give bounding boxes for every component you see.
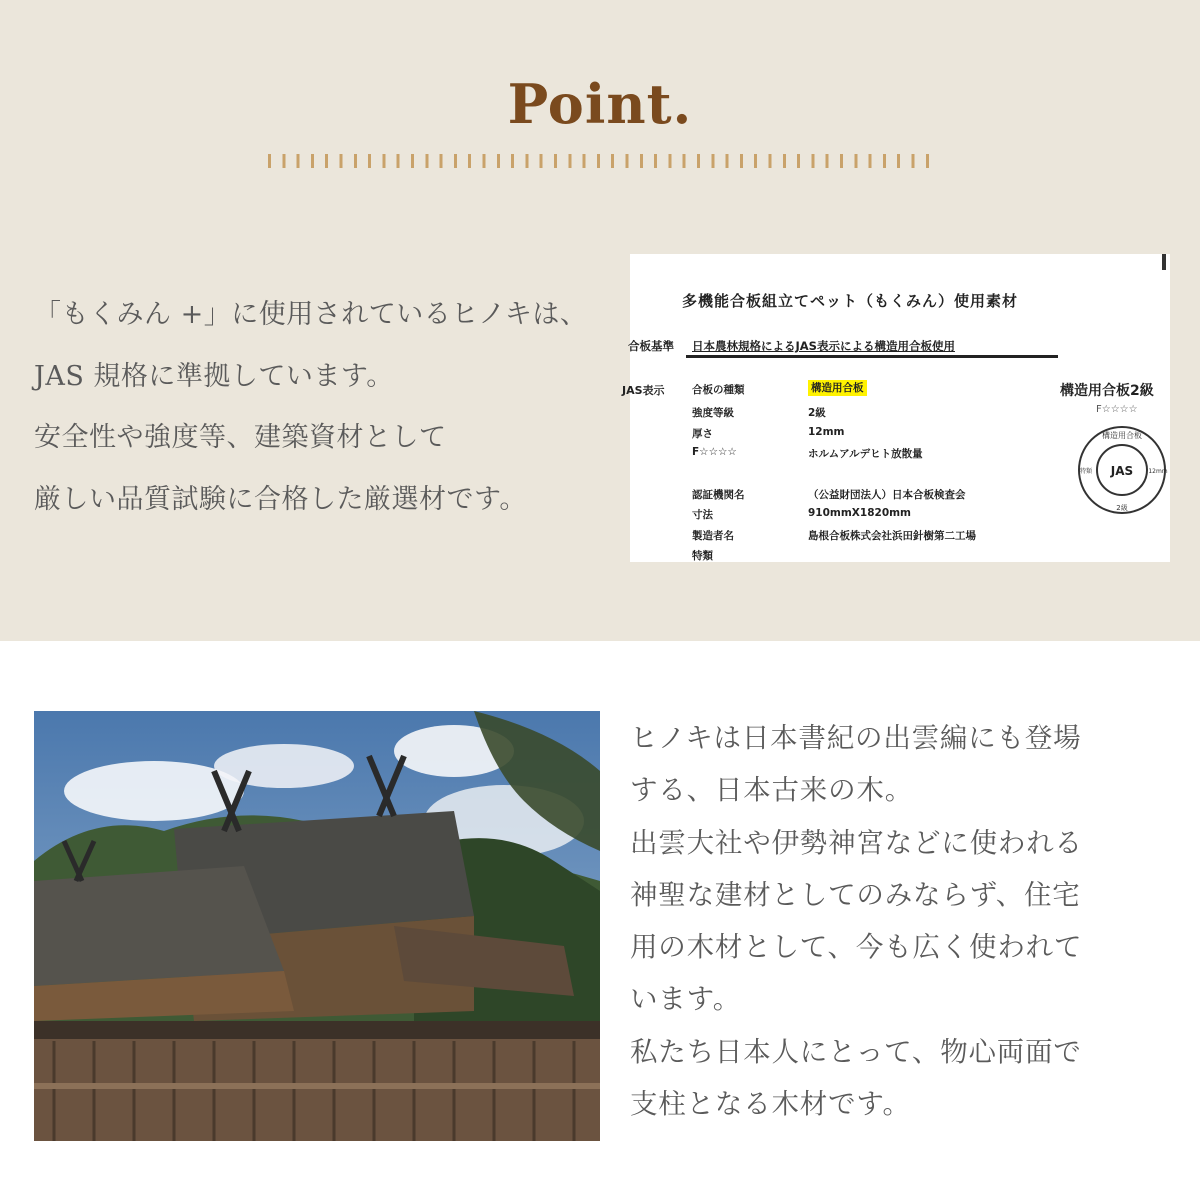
spec-key: F☆☆☆☆: [692, 446, 737, 458]
intro-line: 「もくみん +」に使用されているヒノキは、: [34, 299, 588, 330]
spec-value: 島根合板株式会社浜田針樹第二工場: [808, 530, 976, 542]
spec-value: ホルムアルデヒト放散量: [808, 448, 923, 460]
spec-key: 特類: [692, 550, 713, 562]
spec-key: 合板の種類: [692, 384, 745, 396]
seal-bottom-text: 2級: [1116, 504, 1128, 512]
standard-label: 合板基準: [628, 339, 674, 353]
spec-key: 製造者名: [692, 530, 734, 542]
story-line: 神聖な建材としてのみならず、住宅: [630, 878, 1081, 911]
story-line: 私たち日本人にとって、物心両面で: [630, 1035, 1082, 1068]
story-line: ヒノキは日本書紀の出雲編にも登場: [630, 722, 1082, 754]
document-title: 多機能合板組立てペット（もくみん）使用素材: [682, 292, 1019, 310]
seal-right-text: 12mm: [1148, 468, 1168, 475]
intro-line: JAS 規格に準拠しています。: [34, 360, 394, 392]
standard-text: 日本農林規格によるJAS表示による構造用合板使用: [692, 339, 955, 353]
intro-line: 厳しい品質試験に合格した厳選材です。: [34, 483, 527, 515]
jas-label: JAS表示: [622, 384, 665, 397]
intro-text: [34, 284, 614, 530]
seal-left-text: 特類: [1079, 468, 1093, 475]
material-spec-document: [622, 254, 1170, 562]
highlight-mark: 構造用合板: [808, 380, 867, 396]
spec-key: 厚さ: [692, 428, 713, 440]
grade-title: 構造用合板2級: [1060, 383, 1154, 399]
spec-key: 認証機関名: [692, 489, 745, 501]
shrine-photo-illustration: [34, 711, 600, 1141]
underline-rule: [686, 355, 1058, 358]
story-line: います。: [630, 983, 741, 1016]
story-line: 用の木材として、今も広く使われて: [630, 931, 1083, 964]
hinoki-story-text: [630, 712, 1170, 1130]
section-title: Point.: [507, 72, 693, 136]
spec-value: 910mmX1820mm: [808, 507, 912, 519]
story-line: する、日本古来の木。: [630, 774, 913, 807]
story-line: 支柱となる木材です。: [630, 1088, 911, 1121]
story-line: 出雲大社や伊勢神宮などに使われる: [630, 826, 1083, 859]
seal-top-text: 構造用合板: [1102, 431, 1142, 440]
f-star-rating: F☆☆☆☆: [1096, 404, 1138, 415]
spec-key: 強度等級: [692, 407, 734, 419]
decorative-tick-divider: [268, 154, 940, 168]
spec-value: 2級: [808, 407, 826, 419]
spec-key: 寸法: [692, 509, 713, 521]
spec-value-highlighted: [808, 380, 867, 395]
spec-value: （公益財団法人）日本合板検査会: [808, 489, 966, 501]
intro-line: 安全性や強度等、建築資材として: [34, 422, 447, 453]
shrine-photo: [34, 711, 600, 1141]
seal-center-text: JAS: [1110, 464, 1134, 478]
scrollbar-mark: [1162, 254, 1166, 270]
jas-seal-icon: [1076, 424, 1168, 516]
spec-value: 12mm: [808, 426, 845, 438]
